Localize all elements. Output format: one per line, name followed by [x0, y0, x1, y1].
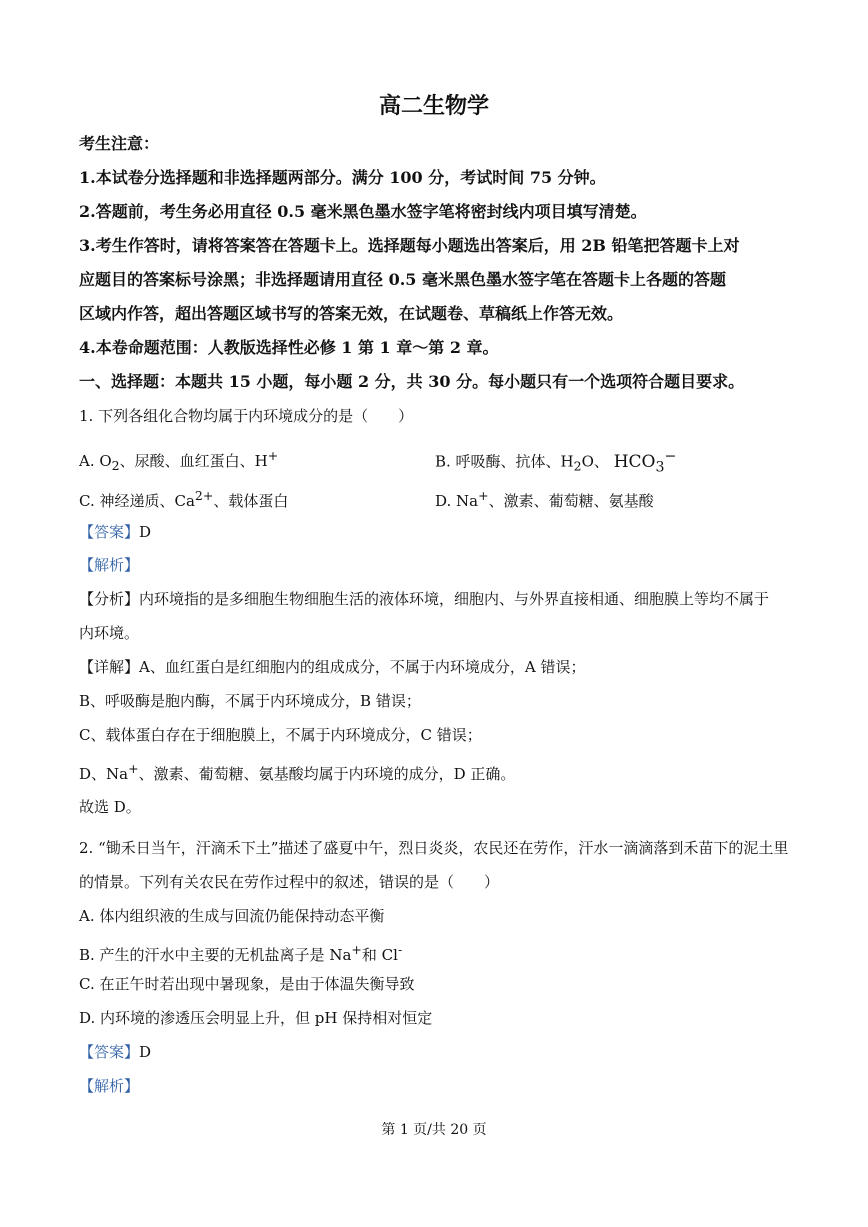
answer-tag: 【答案】: [79, 1043, 140, 1061]
answer-tag: 【答案】: [79, 523, 140, 541]
note-4: 4.本卷命题范围：人教版选择性必修 1 第 1 章～第 2 章。: [79, 338, 499, 357]
note-3: 3.考生作答时，请将答案答在答题卡上。选择题每小题选出答案后，用 2B 铅笔把答题卡上对: [79, 236, 740, 255]
page-footer: 第 1 页/共 20 页: [381, 1122, 487, 1138]
q1-fenxi: 【分析】内环境指的是多细胞生物细胞生活的液体环境，细胞内、与外界直接相通、细胞膜上等均不属于: [79, 590, 770, 608]
q1-option-d: D. Na+、激素、葡萄糖、氨基酸: [435, 488, 654, 510]
q1-option-c: C. 神经递质、$Ca^{2+}$、载体蛋白: [79, 488, 289, 510]
note-2: 2.答题前，考生务必用直径 0.5 毫米黑色墨水签字笔将密封线内项目填写清楚。: [79, 202, 647, 221]
q2-option-c: C. 在正午时若出现中暑现象，是由于体温失衡导致: [79, 975, 415, 993]
page-title: 高二生物学: [378, 93, 489, 119]
q1-detail-b: B、呼吸酶是胞内酶，不属于内环境成分，B 错误；: [79, 692, 421, 710]
note-1: 1.本试卷分选择题和非选择题两部分。满分 100 分，考试时间 75 分钟。: [79, 168, 606, 187]
bicarbonate-formula: $HCO_3^-$: [613, 448, 677, 476]
q2-option-a: A. 体内组织液的生成与回流仍能保持动态平衡: [79, 907, 385, 925]
note-3-cont-1: 应题目的答案标号涂黑；非选择题请用直径 0.5 毫米黑色墨水签字笔在答题卡上各题的答题: [79, 270, 726, 289]
q2-stem: 2. “锄禾日当午，汗滴禾下土”描述了盛夏中午，烈日炎炎，农民还在劳作，汗水一滴滴落到禾苗下的泥土里: [79, 839, 789, 857]
q1-answer: 【答案】D: [79, 523, 152, 541]
q1-conclusion: 故选 D。: [79, 798, 141, 816]
q1-fenxi-cont: 内环境。: [79, 624, 140, 642]
q2-analysis-tag: 【解析】: [79, 1077, 140, 1095]
q1-option-b: B. 呼吸酶、抗体、$H_2O$、 $HCO_3^-$: [435, 448, 677, 476]
q1-detail-d: D、Na+、激素、葡萄糖、氨基酸均属于内环境的成分，D 正确。: [79, 761, 516, 783]
section-heading: 一、选择题：本题共 15 小题，每小题 2 分，共 30 分。每小题只有一个选项符合题目要求。: [79, 372, 745, 391]
q1-analysis-tag: 【解析】: [79, 556, 140, 574]
q2-stem-cont: 的情景。下列有关农民在劳作过程中的叙述，错误的是（ ）: [79, 873, 500, 891]
q1-stem: 1. 下列各组化合物均属于内环境成分的是（ ）: [79, 407, 414, 425]
notice-heading: 考生注意：: [79, 134, 160, 153]
q1-option-a: A. $O_2$、尿酸、血红蛋白、H+: [79, 448, 279, 473]
q1-detail-a: 【详解】A、血红蛋白是红细胞内的组成成分，不属于内环境成分，A 错误；: [79, 658, 586, 676]
q1-detail-c: C、载体蛋白存在于细胞膜上，不属于内环境成分，C 错误；: [79, 726, 482, 744]
q2-answer: 【答案】D: [79, 1043, 152, 1061]
note-3-cont-2: 区域内作答，超出答题区域书写的答案无效，在试题卷、草稿纸上作答无效。: [79, 304, 624, 323]
q2-option-d: D. 内环境的渗透压会明显上升，但 pH 保持相对恒定: [79, 1009, 433, 1027]
q2-option-b: B. 产生的汗水中主要的无机盐离子是 Na+和 Cl-: [79, 942, 403, 964]
